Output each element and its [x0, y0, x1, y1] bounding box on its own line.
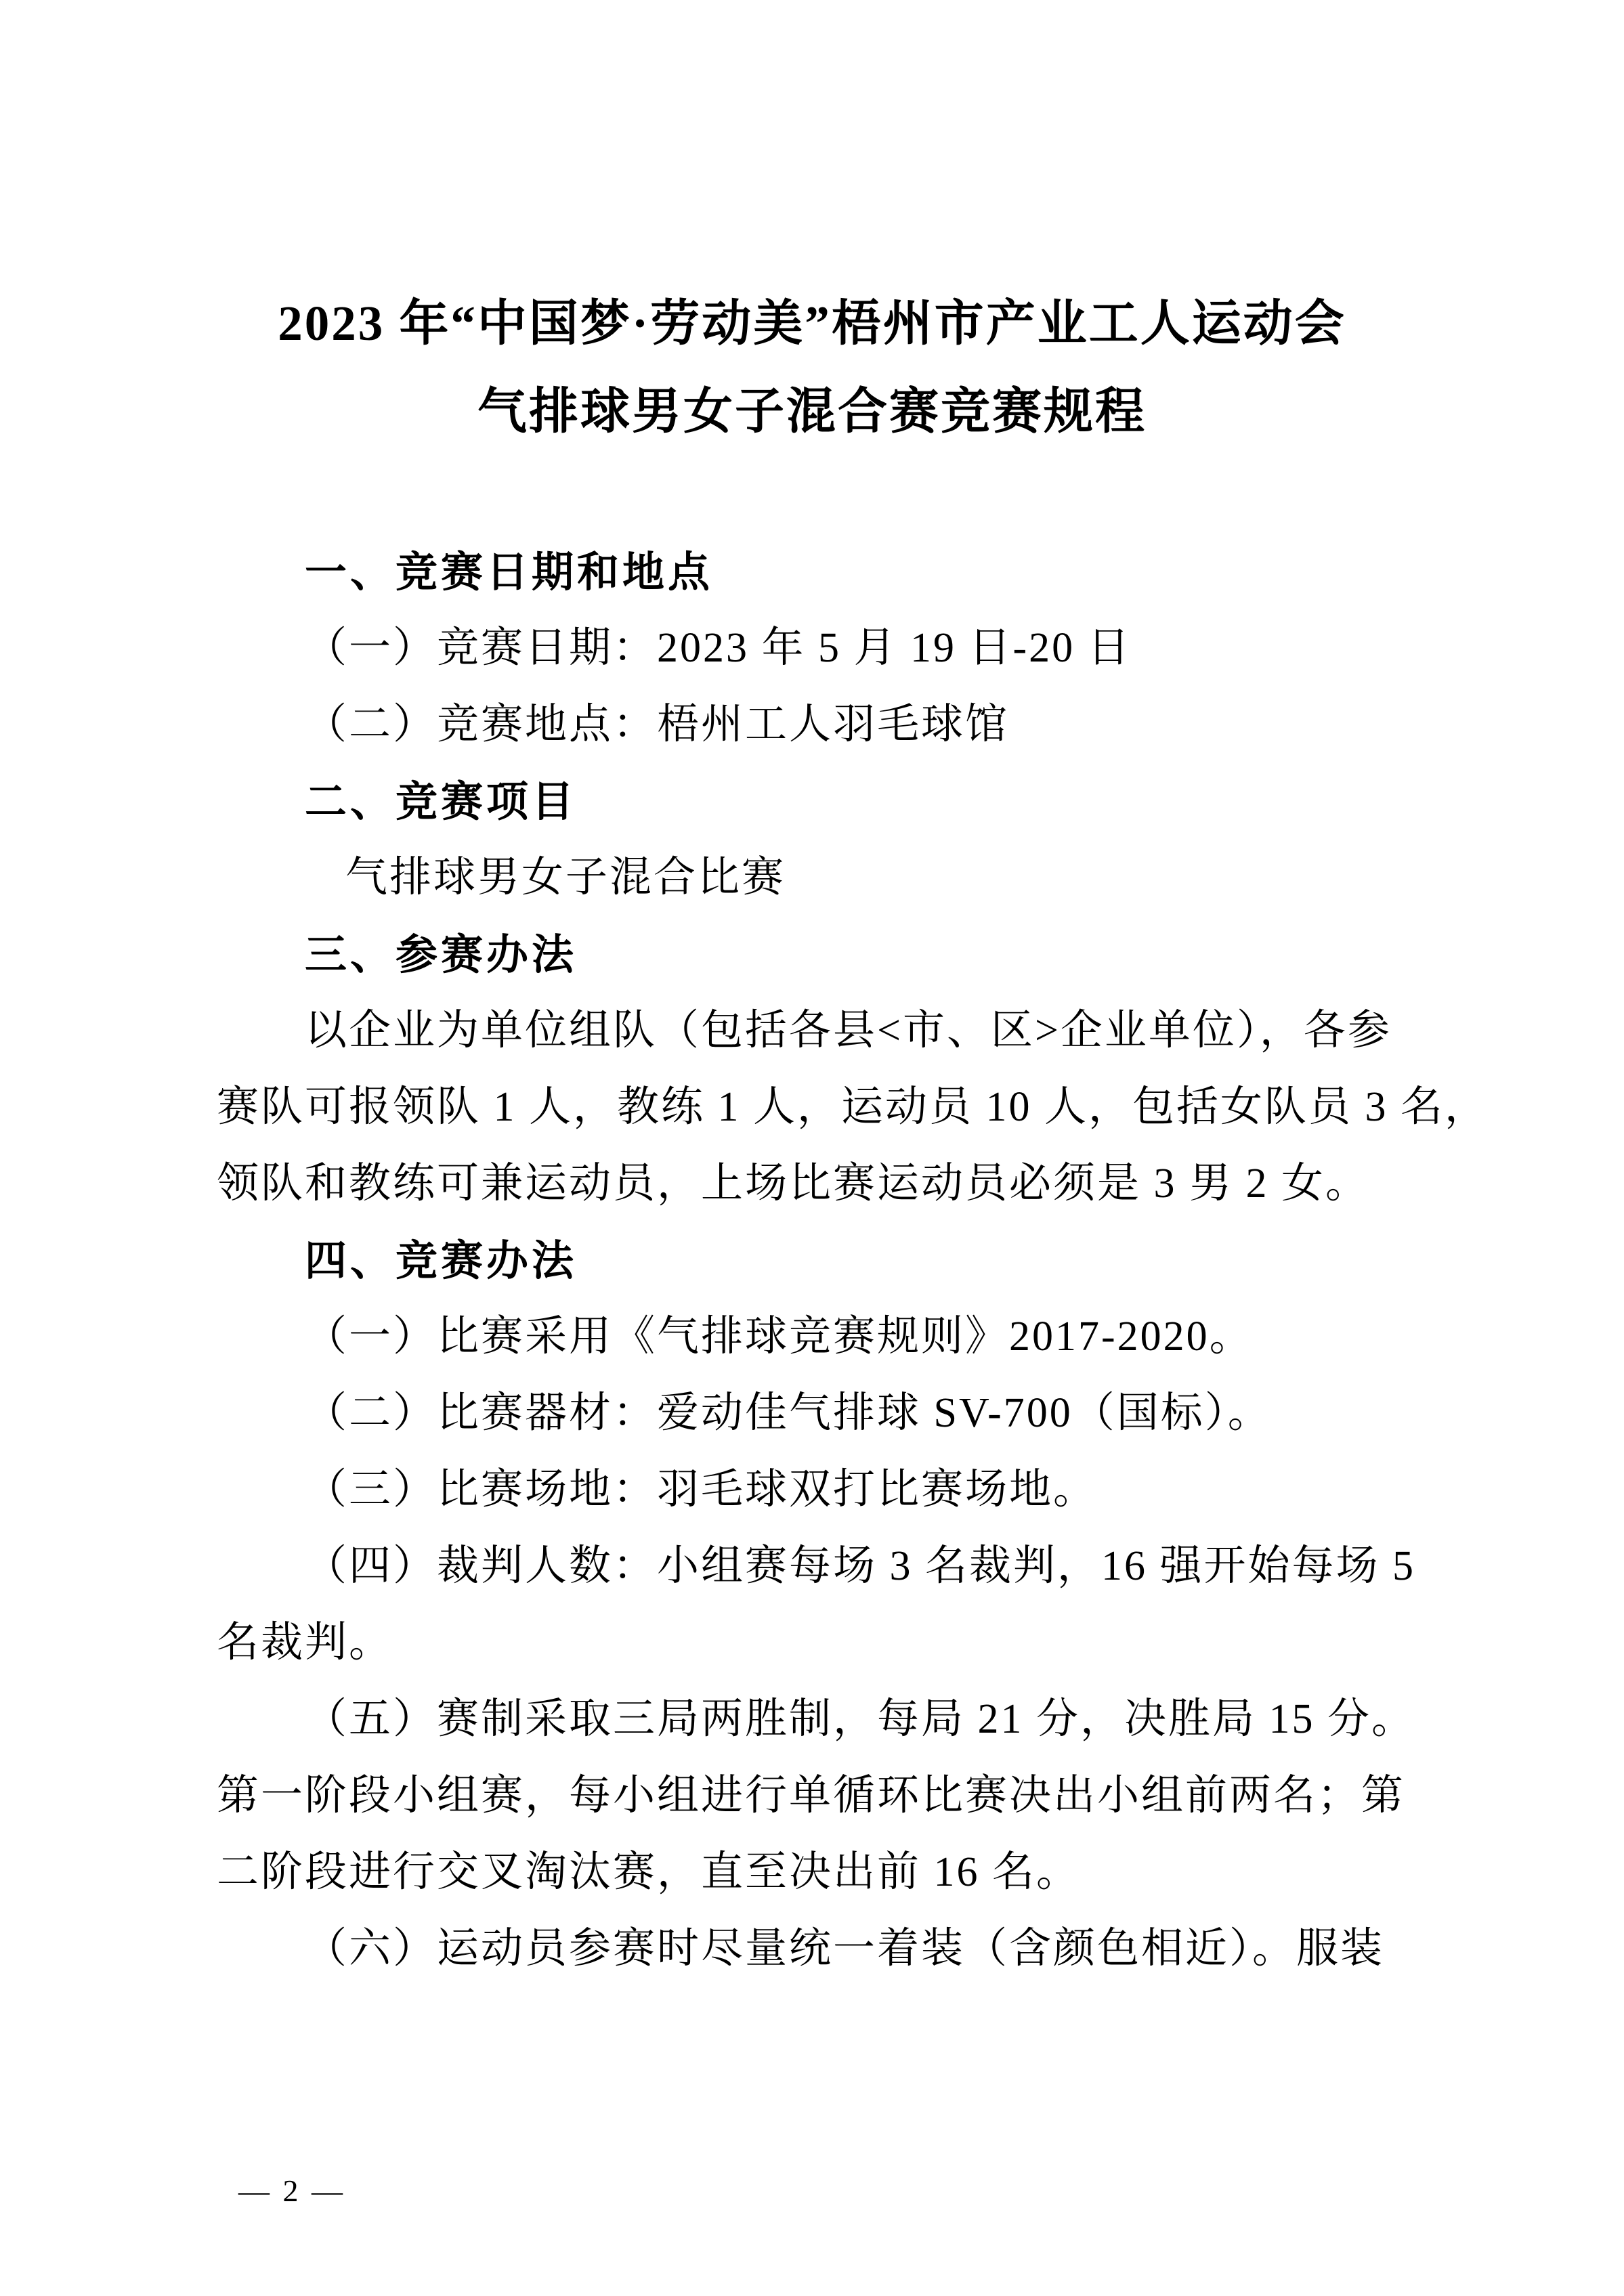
document-title [0, 280, 1624, 456]
text-line: （四）裁判人数：小组赛每场 3 名裁判，16 强开始每场 5 [305, 1543, 1416, 1589]
section-heading: 四、竞赛办法 [305, 1236, 578, 1285]
text-line: （一）竞赛日期：2023 年 5 月 19 日-20 日 [305, 625, 1132, 671]
text-line: （二）竞赛地点：梧州工人羽毛球馆 [305, 701, 1010, 748]
text-line: 以企业为单位组队（包括各县<市、区>企业单位），各参 [305, 1008, 1392, 1054]
page-number: — 2 — [238, 2173, 345, 2208]
text-line: 第一阶段小组赛，每小组进行单循环比赛决出小组前两名；第 [217, 1773, 1406, 1819]
text-line: （六）运动员参赛时尽量统一着装（含颜色相近）。服装 [305, 1926, 1385, 1972]
text-line: 二阶段进行交叉淘汰赛，直至决出前 16 名。 [217, 1849, 1081, 1895]
section-heading: 一、竞赛日期和地点 [305, 547, 714, 597]
document-title-line-2: 气排球男女子混合赛竞赛规程 [477, 384, 1147, 439]
section-heading: 二、竞赛项目 [305, 777, 578, 826]
document-body [217, 534, 1489, 1987]
text-line: 赛队可报领队 1 人，教练 1 人，运动员 10 人，包括女队员 3 名， [217, 1084, 1489, 1130]
text-line: 名裁判。 [217, 1620, 393, 1666]
text-line: （一）比赛采用《气排球竞赛规则》2017-2020。 [305, 1314, 1254, 1360]
page-footer [196, 2126, 345, 2256]
text-line: （三）比赛场地：羽毛球双打比赛场地。 [305, 1467, 1098, 1513]
document-title-line-1: 2023 年“中国梦·劳动美”梧州市产业工人运动会 [278, 296, 1346, 351]
text-line: 气排球男女子混合比赛 [345, 854, 786, 901]
section-heading: 三、参赛办法 [305, 930, 578, 979]
text-line: （二）比赛器材：爱动佳气排球 SV-700（国标）。 [305, 1390, 1272, 1436]
text-line: 领队和教练可兼运动员，上场比赛运动员必须是 3 男 2 女。 [217, 1161, 1370, 1207]
text-line: （五）赛制采取三局两胜制，每局 21 分，决胜局 15 分。 [305, 1696, 1416, 1742]
